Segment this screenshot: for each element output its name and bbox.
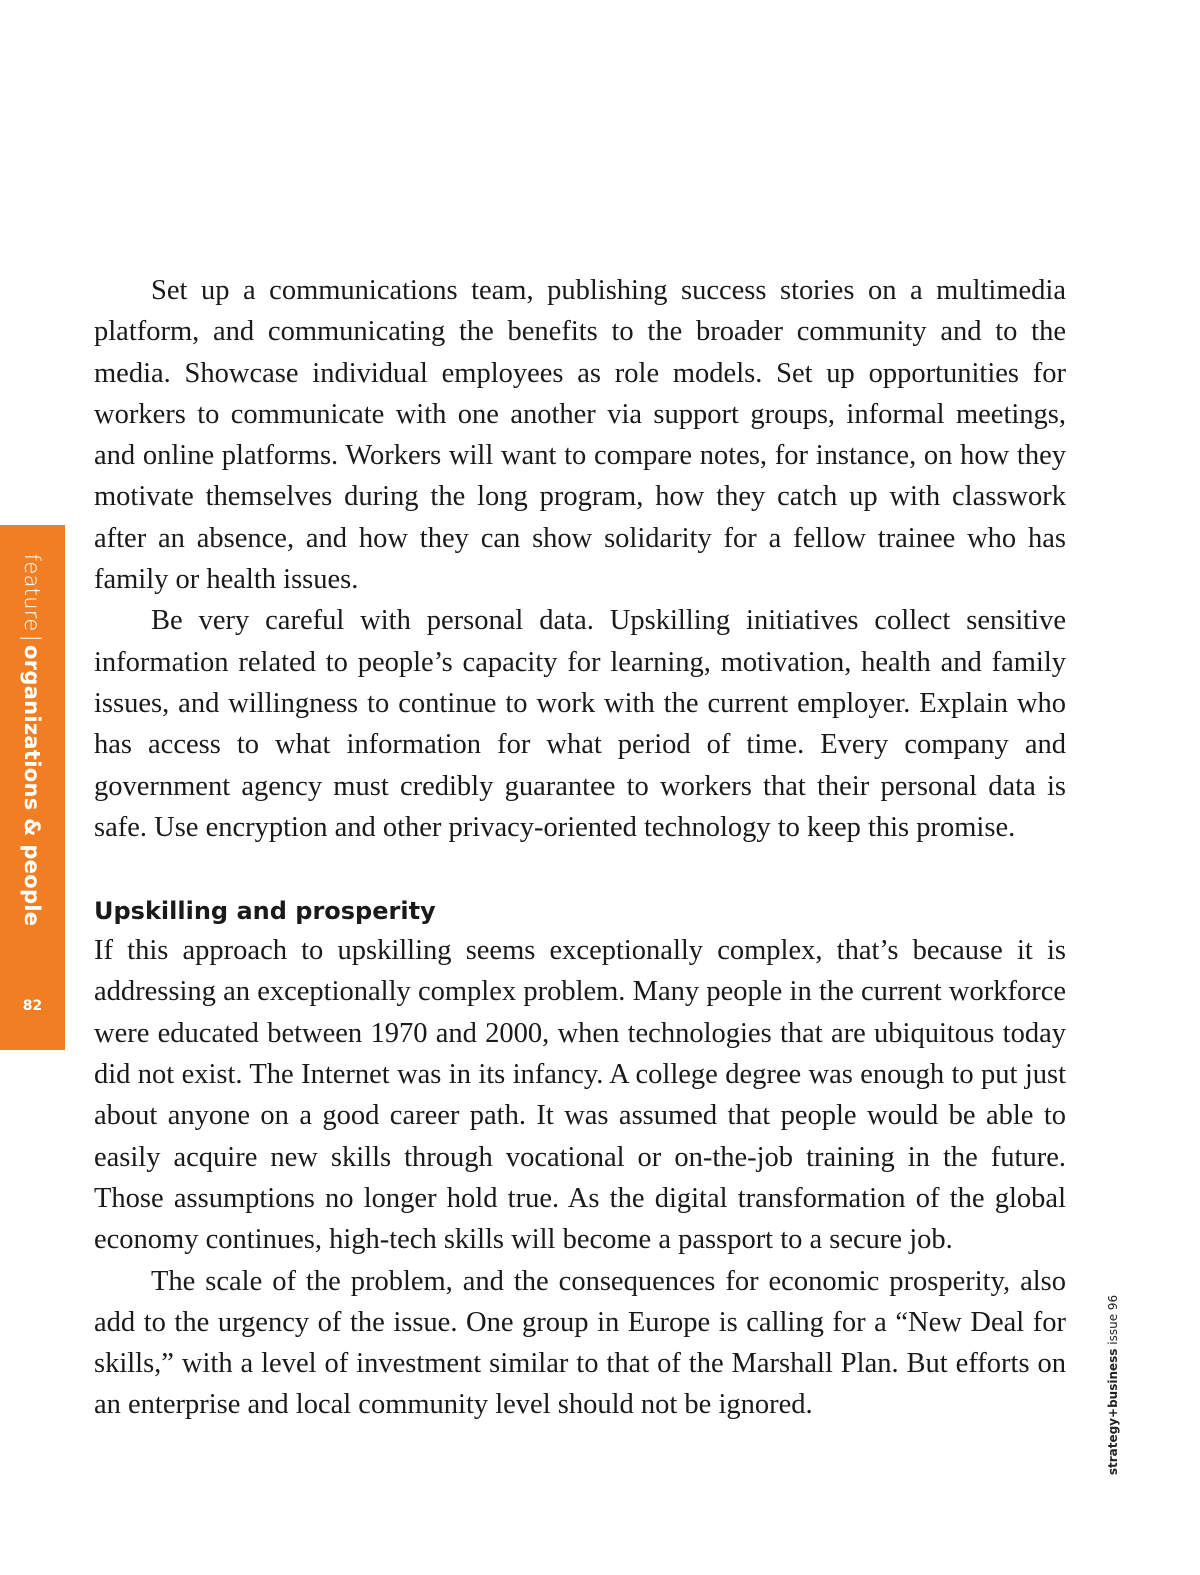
section-separator: | — [20, 634, 44, 642]
section-label — [20, 554, 44, 927]
section-topic: organizations & people — [20, 644, 44, 927]
paragraph: If this approach to upskilling seems exceptionally complex, that’s because it is addressing an exceptionally complex problem. Many people in the current workforce were educated between 1970 and 2000, when technologies that are ubiquitous today did not exist. The Internet was in its infancy. A college degree was enough to put just about anyone on a good career path. It was assumed that people would be able to easily acquire new skills through vocational or on-the-job training in the future. Those assumptions no longer hold true. As the digital transformation of the global economy continues, high-tech skills will become a passport to a secure job. — [94, 935, 1066, 1256]
section-heading: Upskilling and prosperity — [94, 897, 436, 926]
page-number: 82 — [22, 998, 43, 1014]
publication-name: strategy+business — [1106, 1348, 1120, 1476]
article-body — [94, 270, 1066, 1426]
publication-footer — [1106, 1295, 1120, 1475]
paragraph: The scale of the problem, and the consequences for economic prosperity, also add to the urgency of the issue. One group in Europe is calling for a “New Deal for skills,” with a level of investment similar to that of the Marshall Plan. But efforts on an enterprise and local community level should not be ignored. — [94, 1265, 1066, 1421]
paragraph: Set up a communications team, publishing success stories on a multimedia platform, and communicating the benefits to the broader community and to the media. Showcase individual employees as role models. Set up opportunities for workers to communicate with one another via support groups, informal meetings, and online platforms. Workers will want to compare notes, for instance, on how they motivate themselves during the long program, how they catch up with classwork after an absence, and how they can show solidarity for a fellow trainee who has family or health issues. — [94, 275, 1066, 596]
section-name: feature — [20, 553, 44, 632]
paragraph: Be very careful with personal data. Upskilling initiatives collect sensitive information related to people’s capacity for learning, motivation, health and family issues, and willingness to continue to work with the current employer. Explain who has access to what information for what period of time. Every company and government agency must credibly guarantee to workers that their personal data is safe. Use encryption and other privacy-oriented technology to keep this promise. — [94, 605, 1066, 843]
issue-number: issue 96 — [1106, 1294, 1120, 1345]
